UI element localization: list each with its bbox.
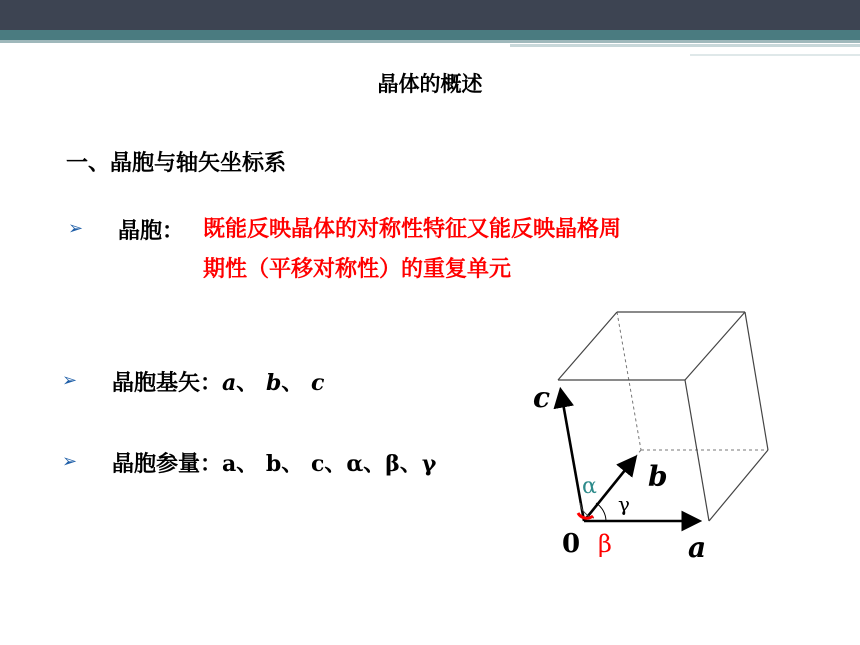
header-accent-bar [0, 30, 860, 40]
header-divider-shorter [690, 54, 860, 56]
label-origin: 0 [562, 529, 581, 559]
basis-a: a [222, 370, 237, 396]
label-alpha: α [582, 474, 597, 499]
bullet-arrow-icon: ➢ [62, 370, 78, 391]
parameters-text: a、 b、 c、α、β、γ [222, 451, 437, 477]
label-b: b [648, 460, 668, 493]
basis-vectors-label: 晶胞基矢： [112, 371, 223, 396]
unit-cell-diagram [520, 300, 820, 570]
definition-text: 既能反映晶体的对称性特征又能反映晶格周 期性（平移对称性）的重复单元 [203, 217, 622, 282]
parameters-line [112, 447, 436, 478]
vector-c [561, 392, 584, 521]
header-divider [0, 40, 860, 43]
label-beta: β [598, 530, 612, 558]
separator: 、 [281, 371, 304, 396]
separator: 、 [236, 371, 259, 396]
label-a: a [688, 531, 707, 564]
header-divider-short [510, 44, 860, 47]
basis-vectors-line [112, 366, 324, 397]
basis-c: c [311, 370, 325, 396]
label-c: c [533, 381, 551, 414]
header-bar [0, 0, 860, 30]
label-gamma: γ [618, 492, 630, 516]
bullet-arrow-icon: ➢ [62, 451, 78, 472]
parameters-label: 晶胞参量： [112, 452, 223, 477]
definition-label: 晶胞： [118, 219, 185, 244]
section-heading: 一、晶胞与轴矢坐标系 [66, 151, 287, 176]
slide-title: 晶体的概述 [377, 72, 483, 96]
bullet-arrow-icon: ➢ [68, 218, 84, 239]
hidden-edges [584, 312, 768, 521]
basis-b: b [265, 370, 282, 396]
